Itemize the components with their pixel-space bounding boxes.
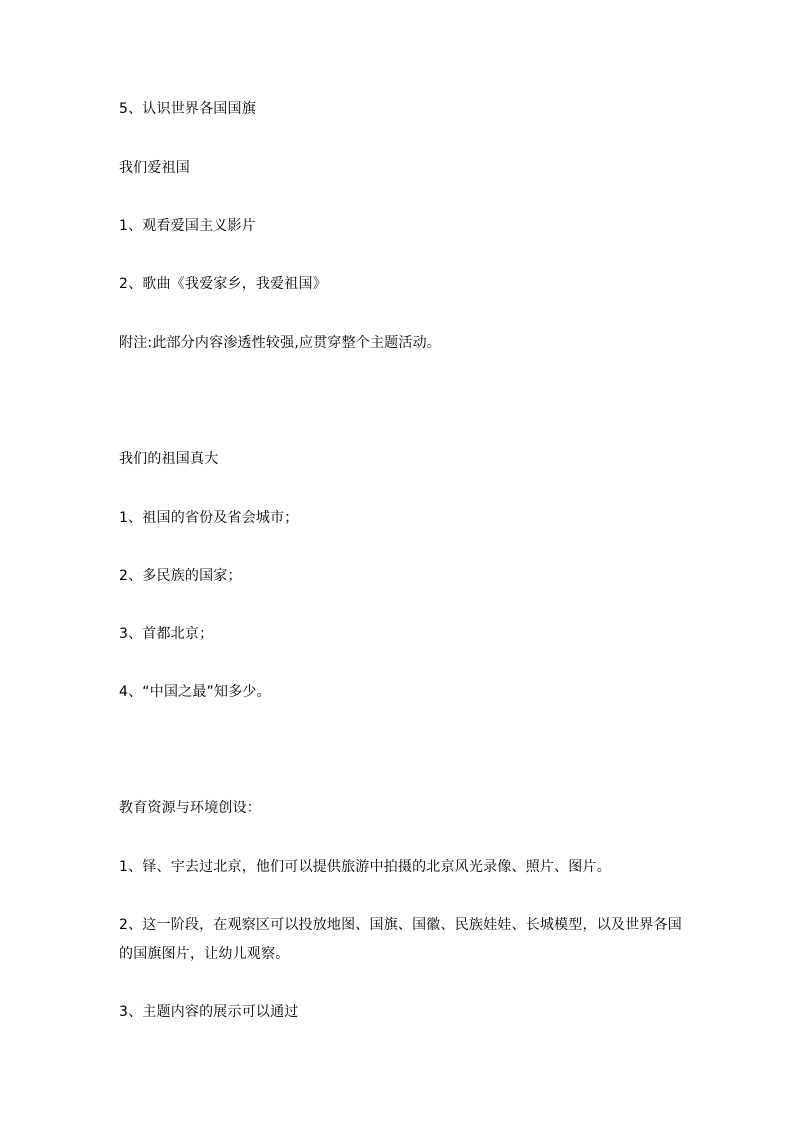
text-line-ethnic-groups: 2、多民族的国家； (119, 568, 242, 584)
note-line: 附注:此部分内容渗透性较强,应贯穿整个主题活动。 (119, 335, 441, 351)
text-line-theme-display: 3、主题内容的展示可以通过 (119, 1004, 299, 1020)
text-line-provinces: 1、祖国的省份及省会城市； (119, 510, 299, 526)
section-heading-big-motherland: 我们的祖国真大 (119, 451, 219, 467)
text-line-capital-beijing: 3、首都北京； (119, 626, 214, 642)
text-line-world-flags: 5、认识世界各国国旗 (119, 101, 256, 117)
text-paragraph-observation-area: 2、这一阶段，在观察区可以投放地图、国旗、国徽、民族娃娃、长城模型，以及世界各国的国旗图片，让幼儿观察。 (119, 917, 682, 962)
text-line-song: 2、歌曲《我爱家乡，我爱祖国》 (119, 276, 327, 292)
text-line-china-bests: 4、“中国之最”知多少。 (119, 684, 271, 700)
text-line-beijing-photos: 1、铎、宇去过北京，他们可以提供旅游中拍摄的北京风光录像、照片、图片。 (119, 859, 611, 875)
section-heading-resources: 教育资源与环境创设： (119, 800, 261, 816)
section-heading-love-motherland: 我们爱祖国 (119, 160, 190, 176)
text-line-patriotic-films: 1、观看爱国主义影片 (119, 218, 256, 234)
